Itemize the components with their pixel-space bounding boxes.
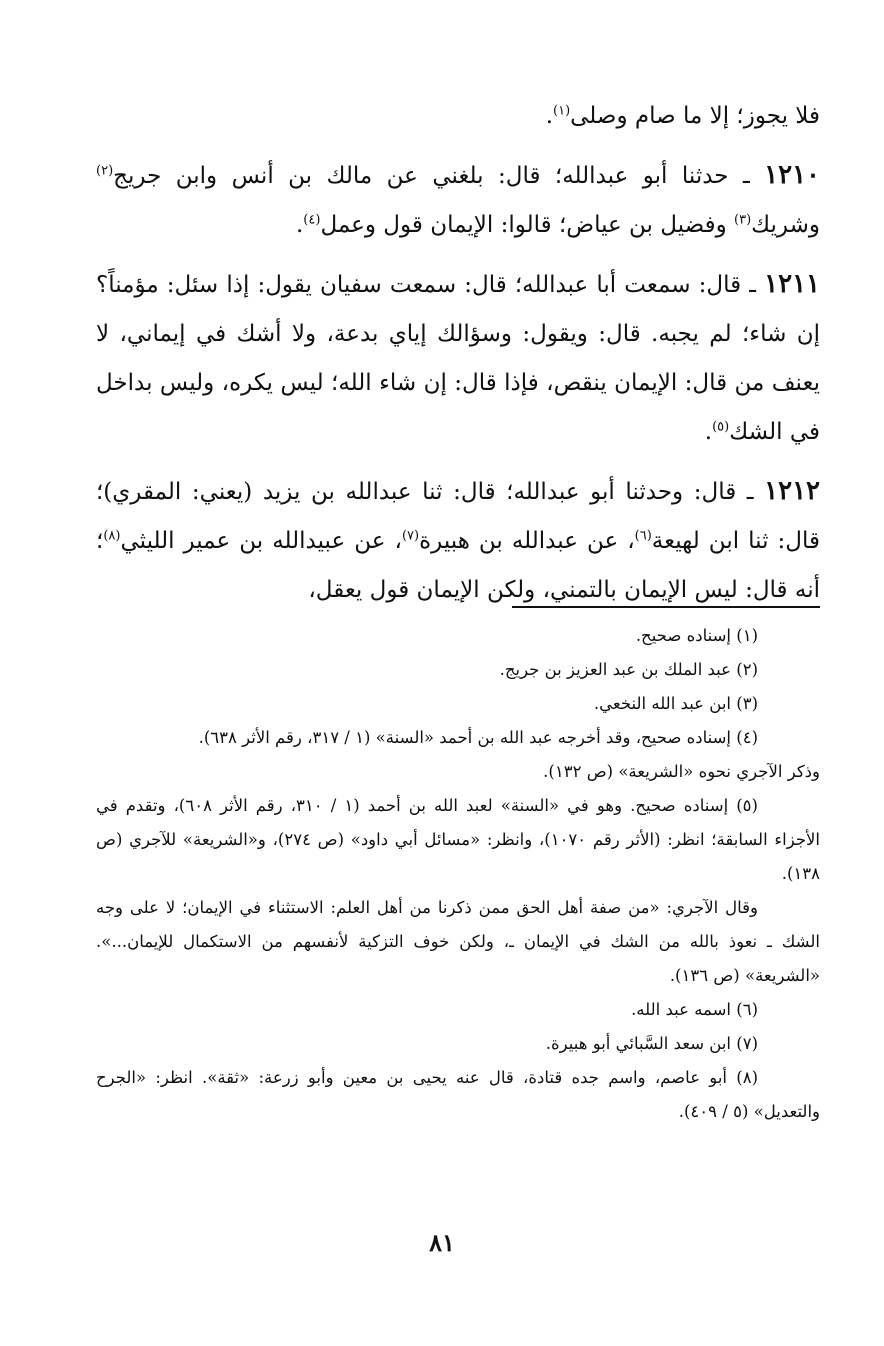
- paragraph-continuation: [96, 92, 820, 141]
- narration-text: ـ قال: وحدثنا أبو عبدالله؛ قال: ثنا عبدالله بن يزيد (يعني: المقري)؛ قال: ثنا ابن لهيعة: [96, 479, 821, 554]
- narration-1211: [96, 260, 820, 457]
- narration-text: ـ قال: سمعت أبا عبدالله؛ قال: سمعت سفيان يقول: إذا سئل: مؤمناً؟ إن شاء؛ لم يجبه. قال: ويقول: وسؤالك إياي بدعة، ولا أشك في إيماني، لا يعنف من قال: الإيمان ينقص، فإذا قال: إن شاء الله؛ ليس يكره، وليس بداخل في الشك: [96, 272, 820, 445]
- narration-number: ١٢١٢: [764, 476, 820, 506]
- narration-text: .: [704, 419, 713, 445]
- footnote-1: (١) إسناده صحيح.: [635, 626, 758, 645]
- narration-text: .: [295, 212, 304, 238]
- footnote-5: (٥) إسناده صحيح. وهو في «السنة» لعبد الله بن أحمد (١ / ٣١٠، رقم الأثر ٦٠٨)، وتقدم في الأجزاء السابقة؛ انظر: (الأثر رقم ١٠٧٠)، وانظر: «مسائل أبي داود» (ص ٢٧٤)، و«الشريعة» للآجري (ص ١٣٨).: [96, 796, 821, 883]
- footnotes-block: [96, 619, 820, 1129]
- footnote-ref: (٥): [712, 419, 730, 435]
- footnote-7: (٧) ابن سعد السَّبائي أبو هبيرة.: [545, 1034, 758, 1053]
- footnote-3: (٣) ابن عبد الله النخعي.: [593, 694, 758, 713]
- narration-text: ؛ أنه قال: ليس الإيمان بالتمني، ولكن الإيمان قول يعقل،: [96, 528, 820, 603]
- footnote-ref: (٨): [103, 528, 121, 544]
- footnote-6: (٦) اسمه عبد الله.: [631, 1000, 758, 1019]
- footnote-ref: (٦): [634, 528, 652, 544]
- footnote-2: (٢) عبد الملك بن عبد العزيز بن جريج.: [499, 660, 758, 679]
- footnote-ref: (٧): [401, 528, 420, 544]
- narration-number: ١٢١١: [764, 269, 820, 299]
- footnote-divider: [512, 606, 820, 608]
- narration-1212: [96, 467, 820, 615]
- narration-text: ـ حدثنا أبو عبدالله؛ قال: بلغني عن مالك بن أنس وابن جريج: [113, 163, 765, 189]
- footnote-4-continued: وذكر الآجري نحوه «الشريعة» (ص ١٣٢).: [543, 762, 820, 781]
- footnote-4: (٤) إسناده صحيح، وقد أخرجه عبد الله بن أحمد «السنة» (١ / ٣١٧، رقم الأثر ٦٣٨).: [198, 728, 758, 747]
- footnote-8: (٨) أبو عاصم، واسم جده قتادة، قال عنه يحيى بن معين وأبو زرعة: «ثقة». انظر: «الجرح والتعديل» (٥ / ٤٠٩).: [96, 1068, 820, 1121]
- footnote-ref: (٤): [303, 212, 321, 228]
- narration-text: وشريك: [751, 212, 820, 238]
- footnote-ref: (١): [553, 103, 571, 119]
- main-text-block: [96, 92, 820, 625]
- footnote-ref: (٢): [96, 163, 114, 179]
- narration-text: ، عن عبدالله بن هبيرة: [419, 528, 635, 554]
- footnote-5-continued: وقال الآجري: «من صفة أهل الحق ممن ذكرنا من أهل العلم: الاستثناء في الإيمان؛ لا على وجه الشك ـ نعوذ بالله من الشك في الإيمان ـ، ولكن خوف التزكية لأنفسهم من الاستكمال للإيمان...». «الشريعة» (ص ١٣٦).: [96, 898, 820, 985]
- narration-1210: [96, 151, 820, 250]
- narration-number: ١٢١٠: [764, 160, 820, 190]
- paragraph-text: فلا يجوز؛ إلا ما صام وصلى: [570, 103, 820, 129]
- narration-text: وفضيل بن عياض؛ قالوا: الإيمان قول وعمل: [320, 212, 734, 238]
- page-number: ٨١: [429, 1228, 455, 1257]
- paragraph-text: .: [545, 103, 553, 129]
- narration-text: ، عن عبيدالله بن عمير الليثي: [120, 528, 402, 554]
- footnote-ref: (٣): [734, 212, 752, 228]
